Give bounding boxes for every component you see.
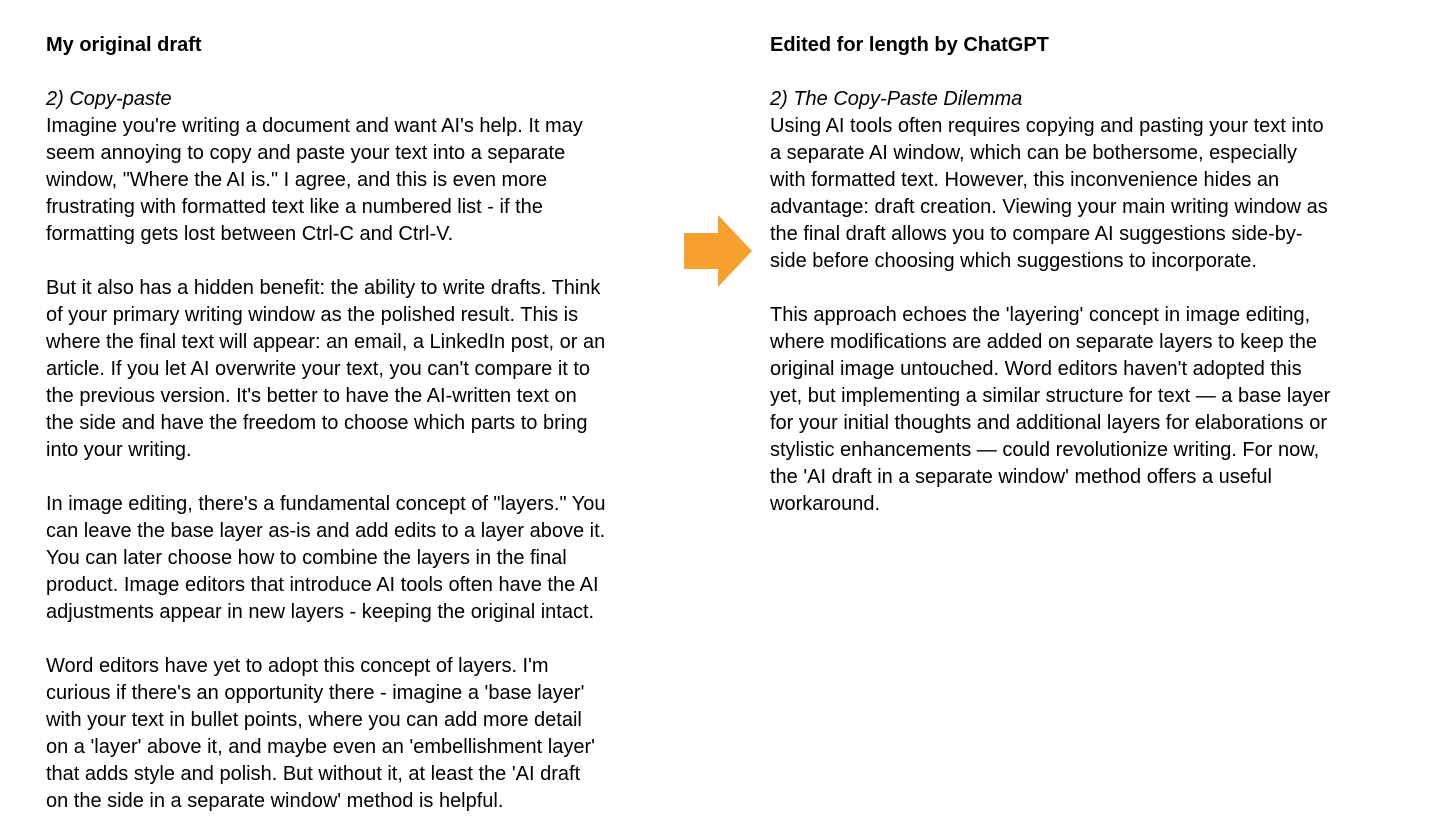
text-line: for your initial thoughts and additional layers for elaborations or bbox=[770, 412, 1327, 434]
paragraph bbox=[46, 491, 696, 626]
text-line: This approach echoes the 'layering' concept in image editing, bbox=[770, 304, 1311, 326]
text-line: Word editors have yet to adopt this concept of layers. I'm bbox=[46, 655, 549, 677]
original-draft-subtitle: 2) Copy-paste bbox=[46, 88, 172, 110]
text-line: yet, but implementing a similar structure for text — a base layer bbox=[770, 385, 1331, 407]
text-line: that adds style and polish. But without it, at least the 'AI draft bbox=[46, 763, 581, 785]
text-line: on the side in a separate window' method is helpful. bbox=[46, 790, 504, 812]
text-line: the final draft allows you to compare AI suggestions side-by- bbox=[770, 223, 1303, 245]
edited-draft-subtitle: 2) The Copy-Paste Dilemma bbox=[770, 88, 1023, 110]
text-line: the 'AI draft in a separate window' method offers a useful bbox=[770, 466, 1273, 488]
text-line: on a 'layer' above it, and maybe even an 'embellishment layer' bbox=[46, 736, 595, 758]
text-line: the side and have the freedom to choose which parts to bring bbox=[46, 412, 588, 434]
text-line: In image editing, there's a fundamental concept of "layers." You bbox=[46, 493, 606, 515]
text-line: You can later choose how to combine the layers in the final bbox=[46, 547, 567, 569]
text-line: workaround. bbox=[770, 493, 881, 515]
edited-draft-body bbox=[770, 113, 1430, 518]
paragraph bbox=[46, 275, 696, 464]
paragraph bbox=[46, 653, 696, 815]
text-line: window, "Where the AI is." I agree, and this is even more bbox=[46, 169, 548, 191]
text-line: original image untouched. Word editors haven't adopted this bbox=[770, 358, 1302, 380]
edited-draft-column bbox=[770, 32, 1430, 518]
paragraph bbox=[770, 113, 1430, 275]
arrow-right-icon bbox=[684, 215, 752, 287]
text-line: with formatted text. However, this inconvenience hides an bbox=[770, 169, 1280, 191]
edited-draft-heading: Edited for length by ChatGPT bbox=[770, 34, 1049, 56]
text-line: product. Image editors that introduce AI tools often have the AI bbox=[46, 574, 599, 596]
text-line: the previous version. It's better to have the AI-written text on bbox=[46, 385, 577, 407]
text-line: stylistic enhancements — could revolutionize writing. For now, bbox=[770, 439, 1320, 461]
text-line: article. If you let AI overwrite your text, you can't compare it to bbox=[46, 358, 591, 380]
text-line: advantage: draft creation. Viewing your main writing window as bbox=[770, 196, 1328, 218]
text-line: where the final text will appear: an email, a LinkedIn post, or an bbox=[46, 331, 606, 353]
text-line: adjustments appear in new layers - keeping the original intact. bbox=[46, 601, 595, 623]
text-line: where modifications are added on separate layers to keep the bbox=[770, 331, 1318, 353]
text-line: with your text in bullet points, where you can add more detail bbox=[46, 709, 582, 731]
original-draft-heading: My original draft bbox=[46, 34, 202, 56]
original-draft-body bbox=[46, 113, 696, 815]
arrow-shape bbox=[684, 215, 752, 287]
text-line: Using AI tools often requires copying and pasting your text into bbox=[770, 115, 1324, 137]
text-line: of your primary writing window as the polished result. This is bbox=[46, 304, 579, 326]
original-draft-column bbox=[46, 32, 696, 815]
text-line: But it also has a hidden benefit: the ability to write drafts. Think bbox=[46, 277, 601, 299]
text-line: frustrating with formatted text like a numbered list - if the bbox=[46, 196, 543, 218]
text-line: curious if there's an opportunity there - imagine a 'base layer' bbox=[46, 682, 585, 704]
text-line: can leave the base layer as-is and add edits to a layer above it. bbox=[46, 520, 606, 542]
text-line: into your writing. bbox=[46, 439, 192, 461]
text-line: seem annoying to copy and paste your text into a separate bbox=[46, 142, 566, 164]
text-line: Imagine you're writing a document and want AI's help. It may bbox=[46, 115, 583, 137]
paragraph bbox=[46, 113, 696, 248]
text-line: formatting gets lost between Ctrl-C and Ctrl-V. bbox=[46, 223, 454, 245]
text-line: side before choosing which suggestions to incorporate. bbox=[770, 250, 1257, 272]
text-line: a separate AI window, which can be bothersome, especially bbox=[770, 142, 1297, 164]
paragraph bbox=[770, 302, 1430, 518]
